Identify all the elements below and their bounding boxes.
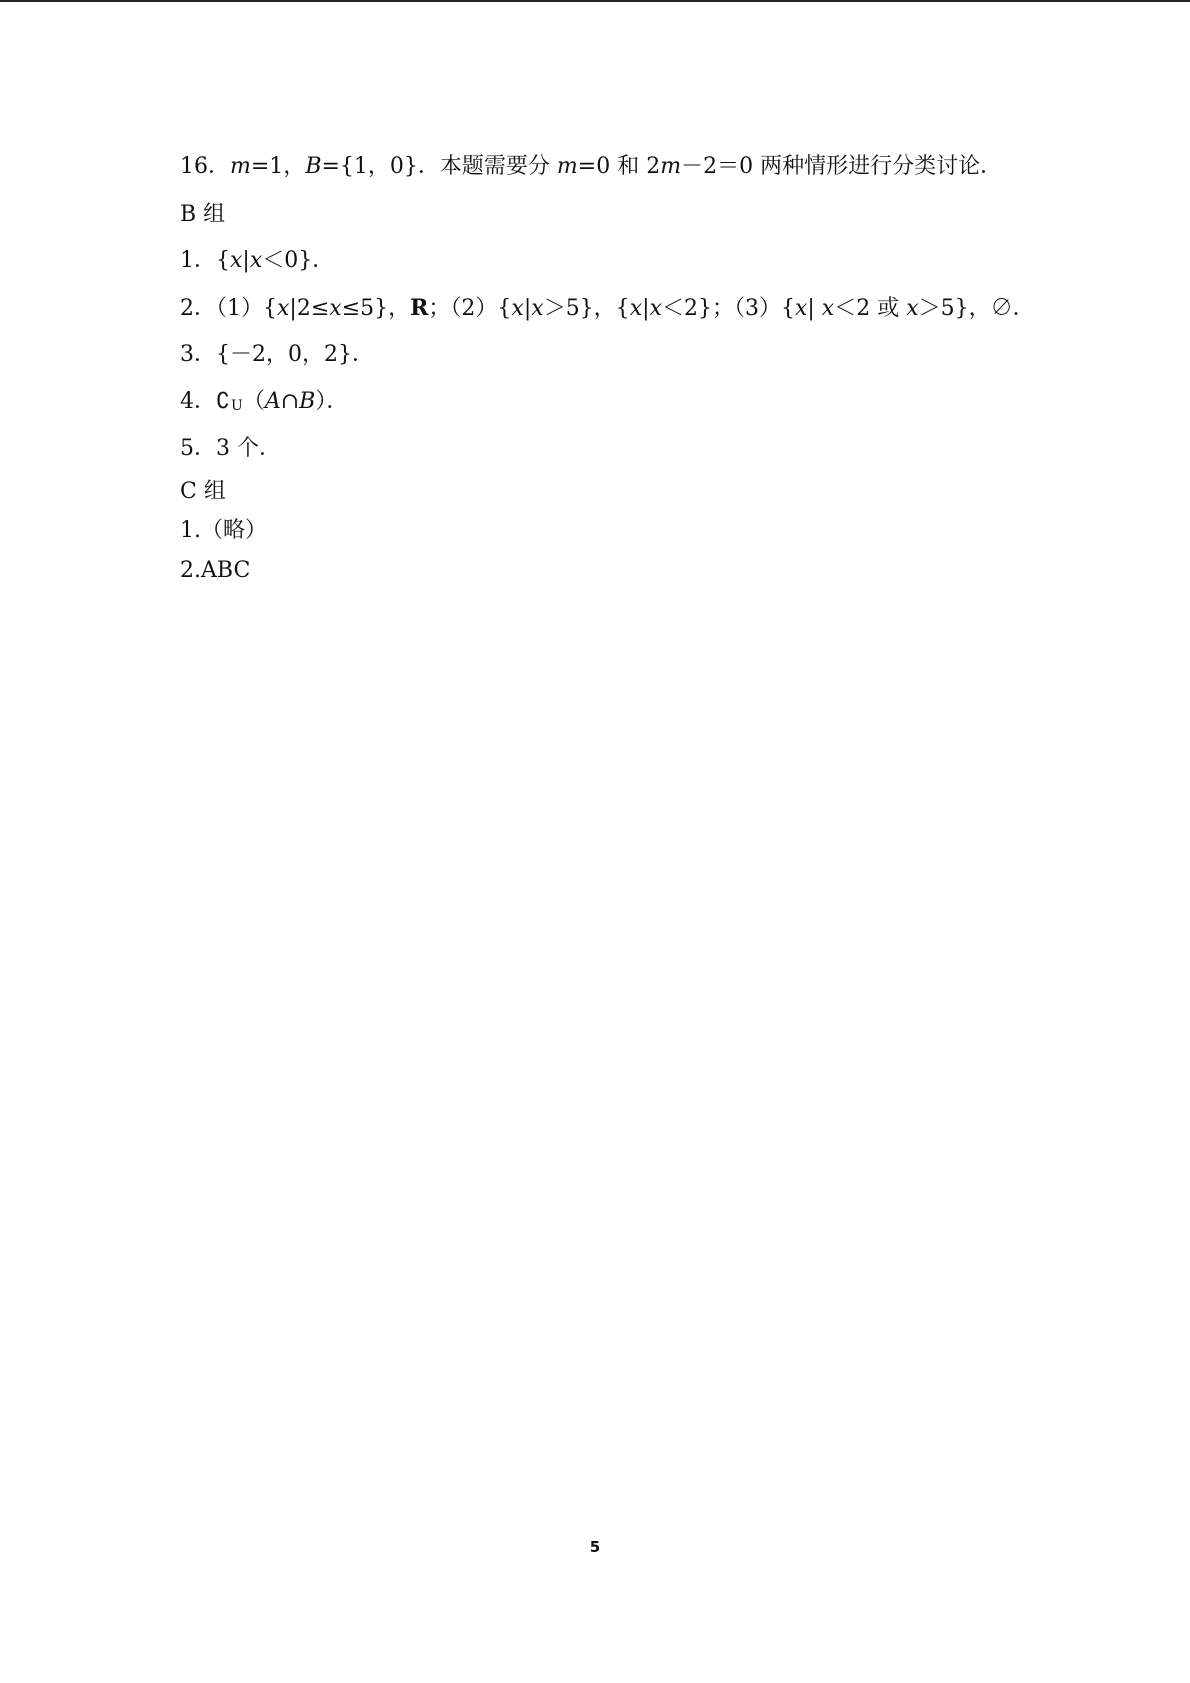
text: =1，: [250, 154, 306, 179]
text: －2＝0 两种情形进行分类讨论．: [681, 154, 1003, 179]
var-x: x: [531, 296, 544, 321]
var-x: x: [629, 296, 643, 321]
group-c-heading: C 组: [180, 479, 226, 504]
answer-16: [180, 152, 1002, 182]
var-m: m: [660, 154, 682, 179]
group-b-heading: B 组: [180, 202, 226, 227]
var-x: x: [277, 296, 290, 321]
text: ＜2 或: [834, 296, 907, 321]
var-m: m: [230, 154, 251, 179]
var-x: x: [329, 296, 342, 321]
b-answer-2: [180, 293, 1035, 324]
text: ＞5}，{: [543, 296, 630, 321]
var-b: B: [299, 389, 316, 414]
text: |2≤: [289, 296, 330, 321]
b-answer-5: 5．3 个．: [180, 436, 281, 461]
text: 1．{: [180, 248, 230, 273]
var-b: B: [305, 154, 322, 179]
b-answer-3: 3．{－2，0，2}．: [180, 342, 374, 367]
var-x: x: [230, 248, 243, 273]
text: ＜2}；（3）{: [661, 296, 795, 321]
text: |: [242, 248, 250, 273]
text: ）．: [315, 389, 349, 414]
b-answer-1: [180, 246, 334, 276]
var-a: A: [264, 389, 281, 414]
text: （: [242, 389, 265, 414]
var-m: m: [556, 154, 578, 179]
text: 2．（1）{: [180, 296, 277, 321]
text: ≤5}，: [341, 296, 411, 321]
var-x: x: [906, 296, 919, 321]
real-numbers-symbol: R: [410, 295, 429, 321]
var-x: x: [821, 296, 835, 321]
var-x: x: [511, 296, 524, 321]
text: 16．: [180, 154, 230, 179]
c-answer-2: 2.ABC: [180, 558, 251, 583]
text: ＜0}．: [262, 248, 335, 273]
text: ；（2）{: [428, 296, 512, 321]
b-answer-4: [180, 387, 348, 421]
text: =0 和 2: [577, 154, 661, 179]
var-x: x: [649, 296, 662, 321]
c-answer-1: 1.（略）: [180, 518, 267, 543]
text: |: [523, 296, 532, 321]
page-number: 5: [589, 1538, 601, 1556]
top-border-line: [0, 0, 1190, 2]
text: 4．∁: [180, 389, 230, 414]
var-x: x: [249, 248, 263, 273]
text: ＞5}，∅．: [918, 296, 1035, 321]
var-x: x: [794, 296, 808, 321]
text: |: [807, 296, 822, 321]
text: |: [642, 296, 650, 321]
complement-subscript: U: [231, 398, 243, 414]
text: ={1，0}．本题需要分: [321, 154, 557, 179]
text: ∩: [280, 389, 300, 414]
